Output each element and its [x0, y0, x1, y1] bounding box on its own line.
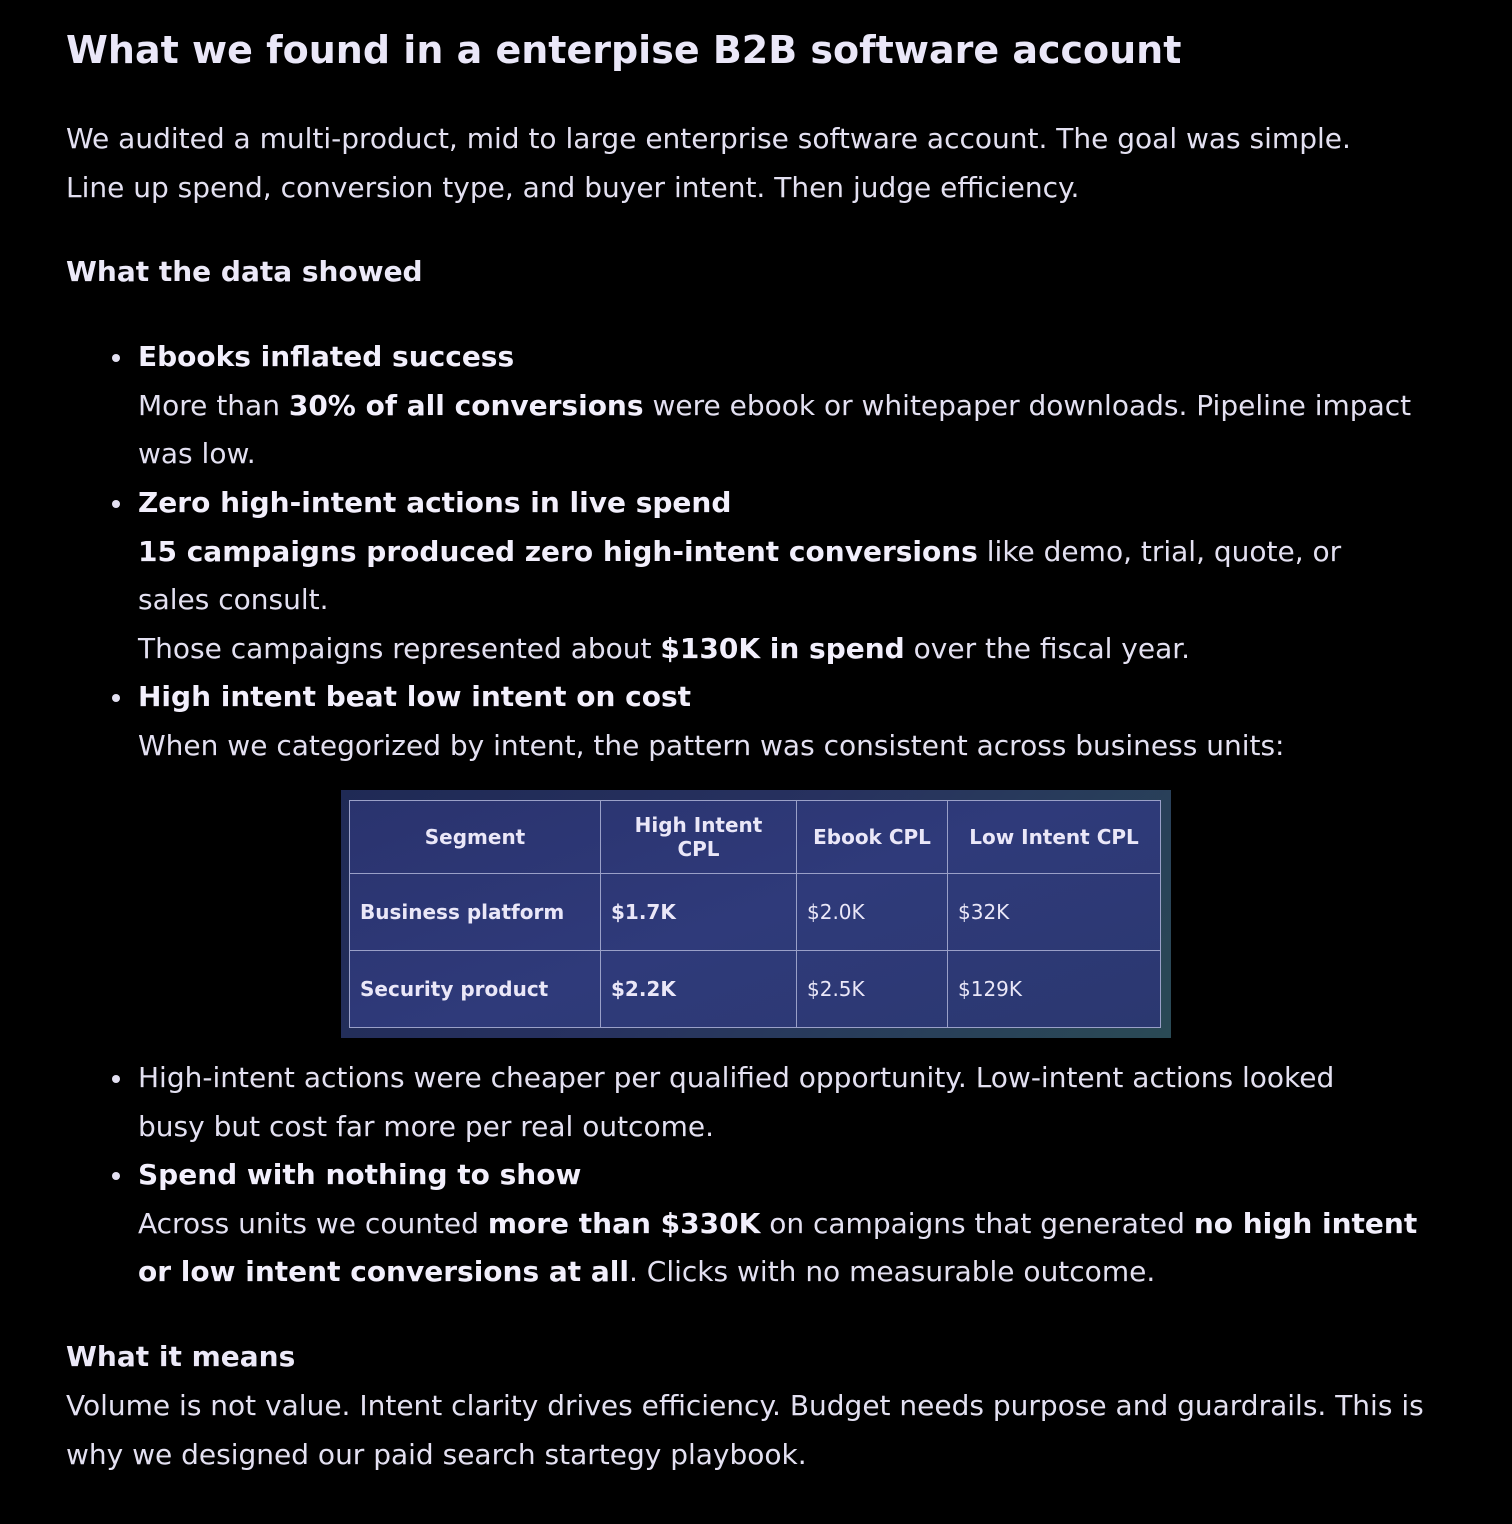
column-header: Segment [350, 801, 601, 874]
item-lead: Zero high-intent actions in live spend [138, 486, 732, 519]
item-lead: Ebooks inflated success [138, 340, 515, 373]
cpl-table-panel [349, 800, 1161, 1028]
cpl-table-frame [341, 790, 1171, 1038]
item-bold: 15 campaigns produced zero high-intent conversions [138, 534, 978, 568]
list-item-spend [138, 1151, 1448, 1297]
item-text: High-intent actions were cheaper per qualified opportunity. Low-intent actions looked busy but cost far more per real outcome. [138, 1061, 1335, 1143]
bullet [112, 1075, 120, 1083]
cpl-table [349, 800, 1161, 1028]
item-bold: no high intent or low intent conversions at all [138, 1206, 1418, 1288]
item-text: . Clicks with no measurable outcome. [629, 1255, 1156, 1288]
bullet [112, 500, 120, 508]
table-cell: $32K [948, 874, 1161, 951]
table-row [350, 874, 1161, 951]
intro-paragraph [66, 115, 1466, 212]
page-title: What we found in a enterpise B2B software account [66, 28, 1182, 72]
item-text: on campaigns that generated [760, 1206, 1194, 1240]
table-cell: Business platform [350, 874, 601, 951]
item-bold: more than $330K [487, 1206, 761, 1240]
item-lead: High intent beat low intent on cost [138, 680, 692, 713]
list-item-ebooks [138, 333, 1438, 479]
table-header-row [350, 801, 1161, 874]
section-heading-data: What the data showed [66, 255, 423, 288]
bullet [112, 694, 120, 702]
item-text: Across units we counted [138, 1206, 488, 1240]
table-cell: Security product [350, 951, 601, 1028]
item-text: over the fiscal year. [904, 631, 1191, 665]
intro-line-1: We audited a multi-product, mid to large enterprise software account. The goal was simple. [66, 122, 1351, 155]
section-heading-meaning: What it means [66, 1340, 296, 1373]
item-text: When we categorized by intent, the pattern was consistent across business units: [138, 728, 1285, 762]
item-text: More than [138, 388, 289, 422]
bullet [112, 354, 120, 362]
item-text: like demo, trial, quote, or sales consult. [138, 534, 1342, 616]
column-header: High Intent CPL [601, 801, 797, 874]
list-item-intent-cost [138, 673, 1438, 770]
item-lead: Spend with nothing to show [138, 1158, 582, 1191]
conclusion-paragraph: Volume is not value. Intent clarity drives efficiency. Budget needs purpose and guardrails. This is why we designed our paid search startegy playbook. [66, 1389, 1424, 1471]
table-cell: $2.2K [601, 951, 797, 1028]
table-cell: $129K [948, 951, 1161, 1028]
table-cell: $2.5K [797, 951, 948, 1028]
column-header: Ebook CPL [797, 801, 948, 874]
item-text: Those campaigns represented about [138, 631, 661, 665]
item-text: were ebook or whitepaper downloads. Pipeline impact was low. [138, 388, 1412, 470]
bullet [112, 1172, 120, 1180]
list-item-zero-high-intent [138, 479, 1398, 673]
table-cell: $2.0K [797, 874, 948, 951]
item-bold: 30% of all conversions [288, 388, 644, 422]
item-bold: $130K in spend [660, 631, 905, 665]
list-item-cheaper [138, 1054, 1398, 1151]
column-header: Low Intent CPL [948, 801, 1161, 874]
intro-line-2: Line up spend, conversion type, and buyer intent. Then judge efficiency. [66, 170, 1080, 204]
table-row [350, 951, 1161, 1028]
table-cell: $1.7K [601, 874, 797, 951]
